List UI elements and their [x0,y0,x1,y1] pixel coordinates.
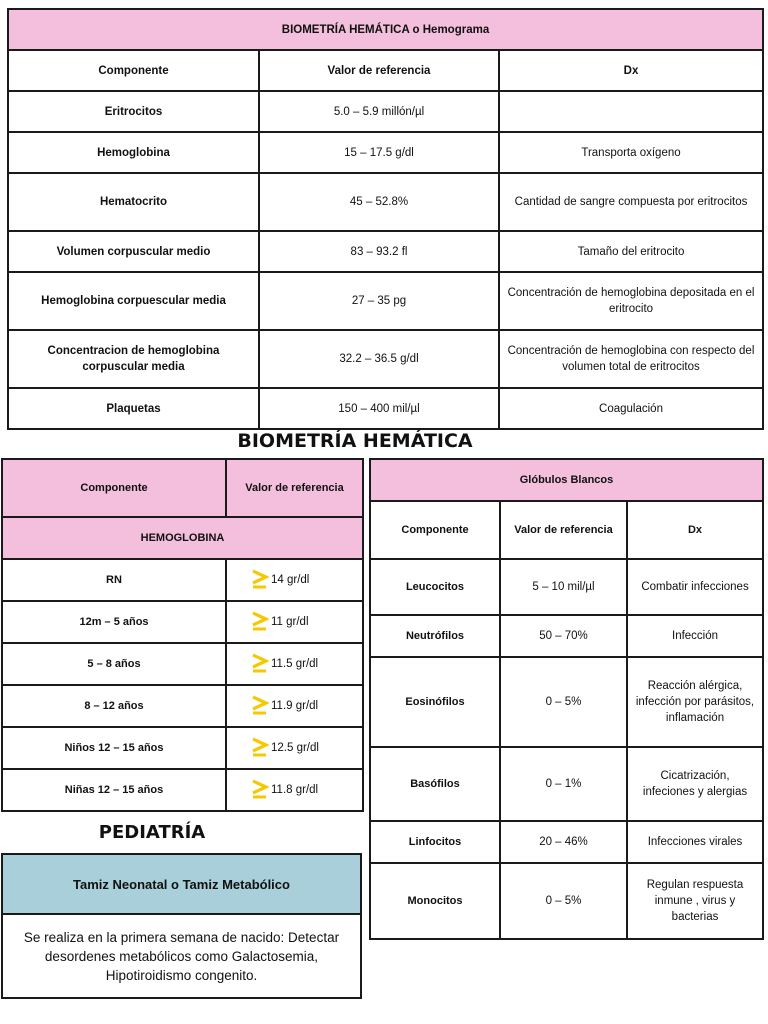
row-name: 8 – 12 años [2,685,226,727]
row-value: 11.8 gr/dl [271,784,319,797]
row-name: RN [2,559,226,601]
header-dx: Dx [499,50,763,91]
row-dx: Coagulación [499,388,763,429]
row-value-cell [226,727,363,769]
row-dx: Regulan respuesta inmune , virus y bacterias [627,863,763,939]
row-value: 20 – 46% [500,821,627,863]
greater-or-equal-icon [251,737,269,757]
row-name: Leucocitos [370,559,500,615]
row-value: 5 – 10 mil/µl [500,559,627,615]
row-dx: Infección [627,615,763,657]
row-name: Basófilos [370,747,500,821]
row-name: Linfocitos [370,821,500,863]
greater-or-equal-icon [251,569,269,589]
header-dx: Dx [627,501,763,559]
row-value-cell [226,601,363,643]
row-value: 14 gr/dl [271,574,310,587]
row-value: 0 – 5% [500,863,627,939]
row-value: 15 – 17.5 g/dl [259,132,499,173]
row-value: 11 gr/dl [271,616,309,629]
header-valor-referencia: Valor de referencia [226,459,363,517]
row-value-cell [226,559,363,601]
row-name: Volumen corpuscular medio [8,231,259,272]
row-name: Hematocrito [8,173,259,231]
globulos-blancos-table [369,458,764,940]
row-dx: Concentración de hemoglobina depositada en el eritrocito [499,272,763,330]
globulos-blancos-title: Glóbulos Blancos [370,459,763,501]
hemograma-title: BIOMETRÍA HEMÁTICA o Hemograma [8,9,763,50]
row-value: 12.5 gr/dl [271,742,319,755]
header-valor-referencia: Valor de referencia [259,50,499,91]
header-componente: Componente [8,50,259,91]
hemoglobina-table [1,458,364,812]
row-value: 11.5 gr/dl [271,658,319,671]
greater-or-equal-icon [251,653,269,673]
row-value: 5.0 – 5.9 millón/µl [259,91,499,132]
row-value: 27 – 35 pg [259,272,499,330]
hemoglobina-subheader: HEMOGLOBINA [2,517,363,559]
row-dx: Concentración de hemoglobina con respecto del volumen total de eritrocitos [499,330,763,388]
row-name: Niñas 12 – 15 años [2,769,226,811]
row-value-cell [226,769,363,811]
row-name: Hemoglobina [8,132,259,173]
hemograma-table [7,8,764,430]
row-dx [499,91,763,132]
row-dx: Transporta oxígeno [499,132,763,173]
tamiz-title: Tamiz Neonatal o Tamiz Metabólico [3,855,360,915]
row-value-cell [226,643,363,685]
row-dx: Tamaño del eritrocito [499,231,763,272]
row-value: 0 – 1% [500,747,627,821]
greater-or-equal-icon [251,695,269,715]
row-name: Plaquetas [8,388,259,429]
row-value: 83 – 93.2 fl [259,231,499,272]
row-name: Concentracion de hemoglobina corpuscular media [8,330,259,388]
row-dx: Combatir infecciones [627,559,763,615]
row-name: Monocitos [370,863,500,939]
row-name: Eritrocitos [8,91,259,132]
row-dx: Cicatrización, infeciones y alergias [627,747,763,821]
section-title-pediatria: PEDIATRÍA [98,822,206,843]
row-name: 5 – 8 años [2,643,226,685]
row-dx: Reacción alérgica, infección por parásitos, inflamación [627,657,763,747]
row-value: 11.9 gr/dl [271,700,319,713]
tamiz-body: Se realiza en la primera semana de nacido: Detectar desordenes metabólicos como Galactosemia, Hipotiroidismo congenito. [23,929,340,983]
header-valor-referencia: Valor de referencia [500,501,627,559]
row-value: 45 – 52.8% [259,173,499,231]
header-componente: Componente [370,501,500,559]
row-name: Eosinófilos [370,657,500,747]
row-value: 150 – 400 mil/µl [259,388,499,429]
tamiz-box [1,853,362,999]
row-dx: Cantidad de sangre compuesta por eritrocitos [499,173,763,231]
row-name: 12m – 5 años [2,601,226,643]
section-title-biometria: BIOMETRÍA HEMÁTICA [237,430,473,452]
row-name: Hemoglobina corpuescular media [8,272,259,330]
header-componente: Componente [2,459,226,517]
row-value-cell [226,685,363,727]
row-value: 50 – 70% [500,615,627,657]
row-value: 0 – 5% [500,657,627,747]
row-name: Neutrófilos [370,615,500,657]
row-dx: Infecciones virales [627,821,763,863]
row-value: 32.2 – 36.5 g/dl [259,330,499,388]
row-name: Niños 12 – 15 años [2,727,226,769]
greater-or-equal-icon [251,611,269,631]
greater-or-equal-icon [251,779,269,799]
